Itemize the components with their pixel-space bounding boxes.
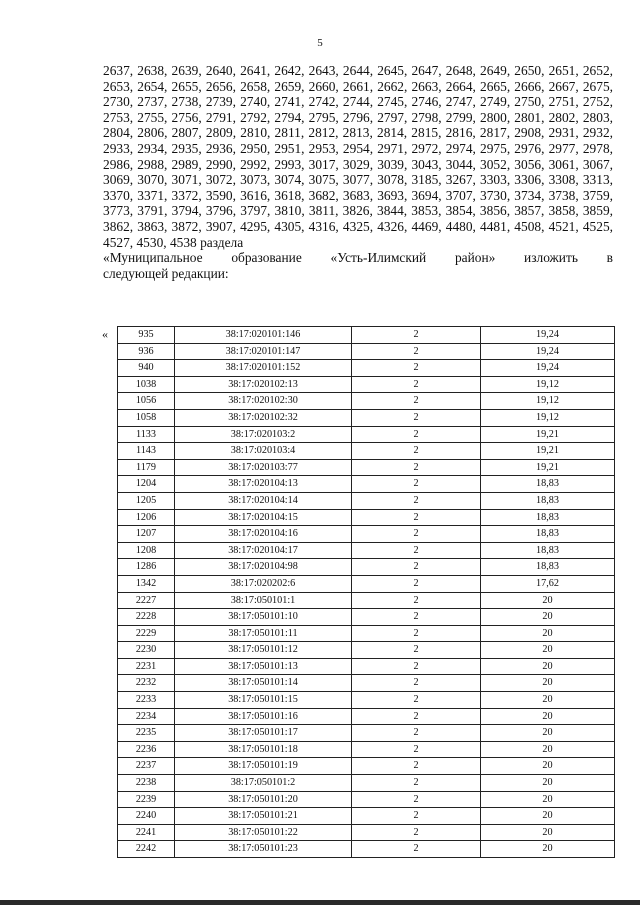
zone-cell: 2 <box>352 327 481 344</box>
value-cell: 19,24 <box>481 360 615 377</box>
cadastral-number-cell: 38:17:050101:15 <box>175 692 352 709</box>
row-number-cell: 2232 <box>118 675 175 692</box>
row-number-cell: 1208 <box>118 542 175 559</box>
zone-cell: 2 <box>352 575 481 592</box>
table-row <box>118 476 615 493</box>
row-number-cell: 1133 <box>118 426 175 443</box>
value-cell: 19,21 <box>481 443 615 460</box>
row-number-cell: 2240 <box>118 808 175 825</box>
value-cell: 19,12 <box>481 393 615 410</box>
cadastral-number-cell: 38:17:050101:18 <box>175 741 352 758</box>
cadastral-number-cell: 38:17:050101:12 <box>175 642 352 659</box>
cadastral-number-cell: 38:17:020103:4 <box>175 443 352 460</box>
zone-cell: 2 <box>352 376 481 393</box>
cadastral-number-cell: 38:17:050101:19 <box>175 758 352 775</box>
zone-cell: 2 <box>352 476 481 493</box>
zone-cell: 2 <box>352 824 481 841</box>
table-row <box>118 409 615 426</box>
cadastral-number-cell: 38:17:020102:30 <box>175 393 352 410</box>
table-row <box>118 492 615 509</box>
zone-cell: 2 <box>352 343 481 360</box>
value-cell: 19,12 <box>481 376 615 393</box>
row-number-cell: 1286 <box>118 559 175 576</box>
row-number-cell: 2241 <box>118 824 175 841</box>
zone-cell: 2 <box>352 658 481 675</box>
cadastral-number-cell: 38:17:020102:32 <box>175 409 352 426</box>
value-cell: 18,83 <box>481 476 615 493</box>
value-cell: 20 <box>481 692 615 709</box>
row-number-cell: 1056 <box>118 393 175 410</box>
value-cell: 19,24 <box>481 343 615 360</box>
paragraph-ending: следующей редакции: <box>103 265 229 281</box>
value-cell: 20 <box>481 725 615 742</box>
table-row <box>118 625 615 642</box>
table-row <box>118 542 615 559</box>
zone-cell: 2 <box>352 841 481 858</box>
value-cell: 20 <box>481 625 615 642</box>
row-number-cell: 2227 <box>118 592 175 609</box>
zone-cell: 2 <box>352 725 481 742</box>
cadastral-number-cell: 38:17:020102:13 <box>175 376 352 393</box>
zone-cell: 2 <box>352 625 481 642</box>
zone-cell: 2 <box>352 542 481 559</box>
cadastral-number-cell: 38:17:020103:77 <box>175 459 352 476</box>
cadastral-number-cell: 38:17:050101:16 <box>175 708 352 725</box>
value-cell: 19,24 <box>481 327 615 344</box>
cadastral-number-cell: 38:17:020104:17 <box>175 542 352 559</box>
row-number-cell: 1179 <box>118 459 175 476</box>
cadastral-number-cell: 38:17:020104:98 <box>175 559 352 576</box>
row-number-cell: 1205 <box>118 492 175 509</box>
table-row <box>118 609 615 626</box>
value-cell: 20 <box>481 841 615 858</box>
table-row <box>118 443 615 460</box>
table-row <box>118 360 615 377</box>
cadastral-number-cell: 38:17:020104:15 <box>175 509 352 526</box>
zone-cell: 2 <box>352 642 481 659</box>
zone-cell: 2 <box>352 675 481 692</box>
table-row <box>118 592 615 609</box>
table-row <box>118 808 615 825</box>
zone-cell: 2 <box>352 741 481 758</box>
cadastral-number-cell: 38:17:050101:13 <box>175 658 352 675</box>
value-cell: 18,83 <box>481 492 615 509</box>
table-row <box>118 658 615 675</box>
cadastral-number-cell: 38:17:050101:20 <box>175 791 352 808</box>
body-paragraph <box>103 63 613 281</box>
row-number-cell: 936 <box>118 343 175 360</box>
row-number-cell: 2235 <box>118 725 175 742</box>
row-number-cell: 1207 <box>118 526 175 543</box>
table-row <box>118 758 615 775</box>
value-cell: 20 <box>481 791 615 808</box>
table-row <box>118 426 615 443</box>
zone-cell: 2 <box>352 592 481 609</box>
zone-cell: 2 <box>352 526 481 543</box>
row-number-cell: 1143 <box>118 443 175 460</box>
value-cell: 17,62 <box>481 575 615 592</box>
cadastral-number-cell: 38:17:050101:1 <box>175 592 352 609</box>
value-cell: 18,83 <box>481 542 615 559</box>
value-cell: 19,12 <box>481 409 615 426</box>
zone-cell: 2 <box>352 509 481 526</box>
value-cell: 20 <box>481 824 615 841</box>
row-number-cell: 1206 <box>118 509 175 526</box>
row-number-cell: 2229 <box>118 625 175 642</box>
cadastral-number-cell: 38:17:020101:152 <box>175 360 352 377</box>
table-row <box>118 575 615 592</box>
opening-quote: « <box>102 327 108 341</box>
zone-cell: 2 <box>352 559 481 576</box>
cadastral-number-cell: 38:17:050101:10 <box>175 609 352 626</box>
row-number-cell: 2238 <box>118 775 175 792</box>
zone-cell: 2 <box>352 360 481 377</box>
row-number-cell: 2234 <box>118 708 175 725</box>
value-cell: 20 <box>481 658 615 675</box>
row-number-cell: 1038 <box>118 376 175 393</box>
value-cell: 20 <box>481 675 615 692</box>
zone-cell: 2 <box>352 708 481 725</box>
table-row <box>118 775 615 792</box>
table-row <box>118 509 615 526</box>
value-cell: 20 <box>481 775 615 792</box>
table-body <box>118 327 615 858</box>
zone-cell: 2 <box>352 609 481 626</box>
value-cell: 20 <box>481 758 615 775</box>
cadastral-number-cell: 38:17:020104:14 <box>175 492 352 509</box>
zone-cell: 2 <box>352 443 481 460</box>
value-cell: 20 <box>481 708 615 725</box>
zone-cell: 2 <box>352 791 481 808</box>
cadastral-number-cell: 38:17:020103:2 <box>175 426 352 443</box>
cadastral-number-cell: 38:17:050101:22 <box>175 824 352 841</box>
cadastral-number-cell: 38:17:020101:146 <box>175 327 352 344</box>
number-list: 2637, 2638, 2639, 2640, 2641, 2642, 2643, 2644, 2645, 2647, 2648, 2649, 2650, 2651, 2652, 2653, 2654, 2655, 2656, 2658, 2659, 2660, 2661, 2662, 2663, 2664, 2665, 2666, 2667, 2675, 2730, 2737, 2738, 2739, 2740, 2741, 2742, 2744, 2745, 2746, 2747, 2749, 2750, 2751, 2752, 2753, 2755, 2756, 2791, 2792, 2794, 2795, 2796, 2797, 2798, 2799, 2800, 2801, 2802, 2803, 2804, 2806, 2807, 2809, 2810, 2811, 2812, 2813, 2814, 2815, 2816, 2817, 2908, 2931, 2932, 2933, 2934, 2935, 2936, 2950, 2951, 2953, 2954, 2971, 2972, 2974, 2975, 2976, 2977, 2978, 2986, 2988, 2989, 2990, 2992, 2993, 3017, 3029, 3039, 3043, 3044, 3052, 3056, 3061, 3067, 3069, 3070, 3071, 3072, 3073, 3074, 3075, 3077, 3078, 3185, 3267, 3303, 3306, 3308, 3313, 3370, 3371, 3372, 3590, 3616, 3618, 3682, 3683, 3693, 3694, 3707, 3730, 3734, 3738, 3759, 3773, 3791, 3794, 3796, 3797, 3810, 3811, 3826, 3844, 3853, 3854, 3856, 3857, 3858, 3859, 3862, 3863, 3872, 3907, 4295, 4305, 4316, 4325, 4326, 4469, 4480, 4481, 4508, 4521, 4525, 4527, 4530, 4538 раздела <box>103 63 613 250</box>
table-row <box>118 642 615 659</box>
table-row <box>118 708 615 725</box>
page-number: 5 <box>317 37 323 49</box>
table-row <box>118 559 615 576</box>
cadastral-number-cell: 38:17:050101:21 <box>175 808 352 825</box>
table-row <box>118 376 615 393</box>
cadastral-number-cell: 38:17:050101:11 <box>175 625 352 642</box>
table-row <box>118 725 615 742</box>
row-number-cell: 2242 <box>118 841 175 858</box>
cadastral-number-cell: 38:17:020104:13 <box>175 476 352 493</box>
row-number-cell: 2228 <box>118 609 175 626</box>
cadastral-number-cell: 38:17:020202:6 <box>175 575 352 592</box>
value-cell: 20 <box>481 808 615 825</box>
scan-bottom-edge <box>0 900 640 905</box>
row-number-cell: 2231 <box>118 658 175 675</box>
table-row <box>118 841 615 858</box>
table-row <box>118 675 615 692</box>
cadastral-number-cell: 38:17:020104:16 <box>175 526 352 543</box>
row-number-cell: 2239 <box>118 791 175 808</box>
cadastral-number-cell: 38:17:050101:23 <box>175 841 352 858</box>
row-number-cell: 2237 <box>118 758 175 775</box>
table-row <box>118 791 615 808</box>
table-row <box>118 692 615 709</box>
table-row <box>118 824 615 841</box>
table-row <box>118 343 615 360</box>
value-cell: 20 <box>481 642 615 659</box>
row-number-cell: 2236 <box>118 741 175 758</box>
row-number-cell: 940 <box>118 360 175 377</box>
value-cell: 18,83 <box>481 559 615 576</box>
table-row <box>118 393 615 410</box>
zone-cell: 2 <box>352 808 481 825</box>
row-number-cell: 1058 <box>118 409 175 426</box>
row-number-cell: 935 <box>118 327 175 344</box>
value-cell: 20 <box>481 741 615 758</box>
row-number-cell: 2230 <box>118 642 175 659</box>
zone-cell: 2 <box>352 426 481 443</box>
zone-cell: 2 <box>352 492 481 509</box>
zone-cell: 2 <box>352 409 481 426</box>
value-cell: 20 <box>481 592 615 609</box>
table-row <box>118 459 615 476</box>
zone-cell: 2 <box>352 459 481 476</box>
cadastral-number-cell: 38:17:050101:17 <box>175 725 352 742</box>
value-cell: 19,21 <box>481 459 615 476</box>
zone-cell: 2 <box>352 393 481 410</box>
parcel-table <box>117 326 615 858</box>
value-cell: 20 <box>481 609 615 626</box>
zone-cell: 2 <box>352 692 481 709</box>
cadastral-number-cell: 38:17:050101:14 <box>175 675 352 692</box>
value-cell: 18,83 <box>481 509 615 526</box>
row-number-cell: 1204 <box>118 476 175 493</box>
section-reference: «Муниципальное образование «Усть-Илимский район» изложить в <box>103 250 613 266</box>
row-number-cell: 2233 <box>118 692 175 709</box>
cadastral-number-cell: 38:17:020101:147 <box>175 343 352 360</box>
table-row <box>118 741 615 758</box>
value-cell: 19,21 <box>481 426 615 443</box>
zone-cell: 2 <box>352 775 481 792</box>
cadastral-number-cell: 38:17:050101:2 <box>175 775 352 792</box>
value-cell: 18,83 <box>481 526 615 543</box>
table-row <box>118 526 615 543</box>
zone-cell: 2 <box>352 758 481 775</box>
table-row <box>118 327 615 344</box>
row-number-cell: 1342 <box>118 575 175 592</box>
